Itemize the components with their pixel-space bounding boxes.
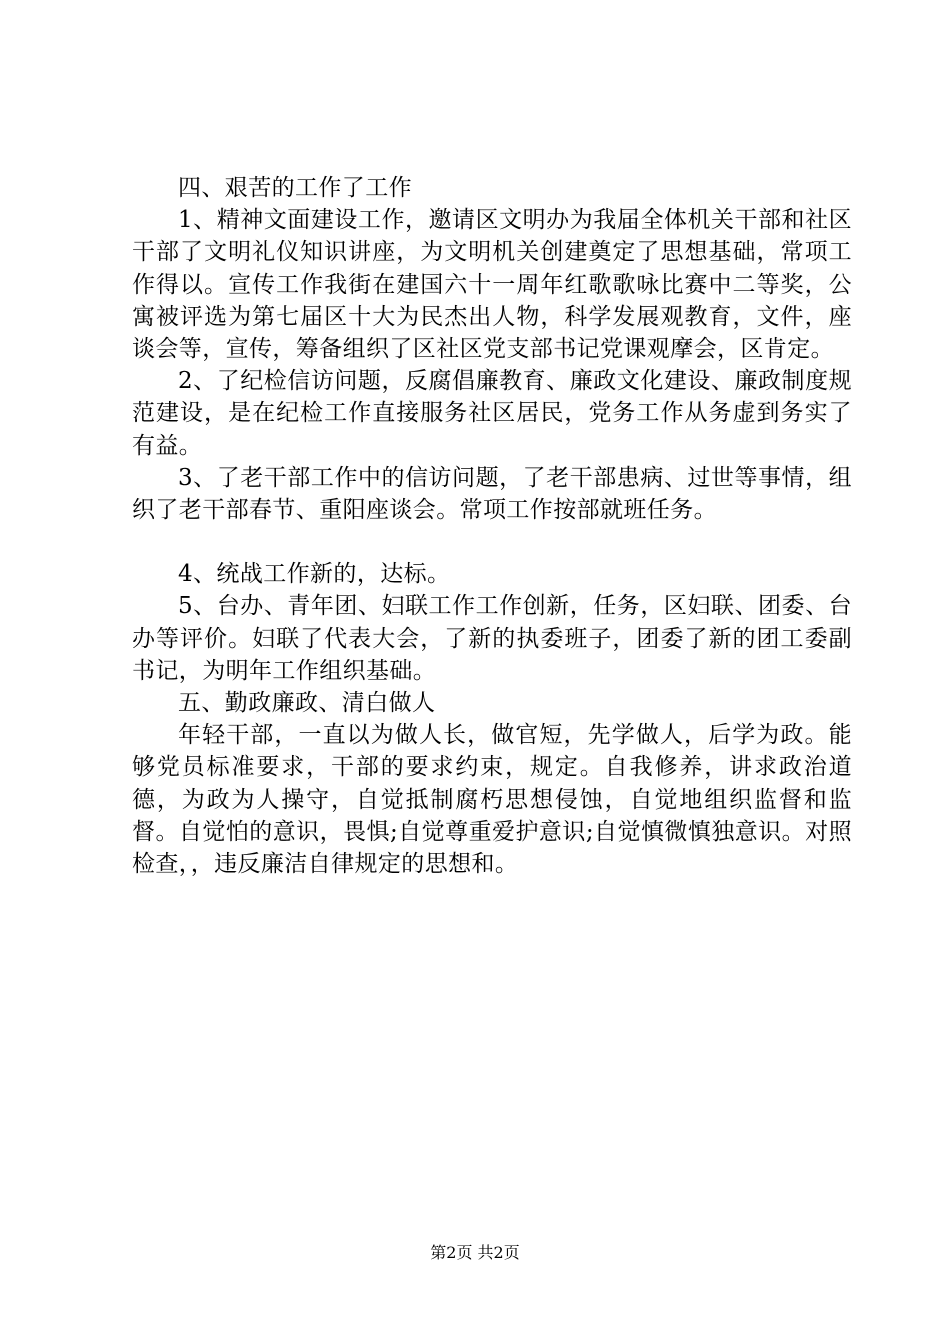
page-number-label: 第2页 共2页 [430,1243,520,1262]
paragraph-item-5: 5、台办、青年团、妇联工作工作创新，任务，区妇联、团委、台办等评价。妇联了代表大会，了新的执委班子，团委了新的团工委副书记，为明年工作组织基础。 [132,593,852,684]
section-heading-5: 五、勤政廉政、清白做人 [178,690,436,717]
page-footer [0,1243,950,1263]
paragraph-integrity: 年轻干部，一直以为做人长，做官短，先学做人，后学为政。能够党员标准要求，干部的要求约束，规定。自我修养，讲求政治道德，为政为人操守，自觉抵制腐朽思想侵蚀，自觉地组织监督和监督。自觉怕的意识，畏惧;自觉尊重爱护意识;自觉慎微慎独意识。对照检查，，违反廉洁自律规定的思想和。 [132,722,852,878]
document-body [132,172,852,880]
paragraph-item-1: 1、精神文面建设工作，邀请区文明办为我届全体机关干部和社区干部了文明礼仪知识讲座，为文明机关创建奠定了思想基础，常项工作得以。宣传工作我街在建国六十一周年红歌歌咏比赛中二等奖，公寓被评选为第七届区十大为民杰出人物，科学发展观教育，文件，座谈会等，宣传，筹备组织了区社区党支部书记党课观摩会，区肯定。 [132,207,852,363]
paragraph-item-4: 4、统战工作新的，达标。 [178,561,451,588]
paragraph-item-2: 2、了纪检信访问题，反腐倡廉教育、廉政文化建设、廉政制度规范建设，是在纪检工作直接服务社区居民，党务工作从务虚到务实了有益。 [132,368,852,459]
section-heading-4: 四、艰苦的工作了工作 [178,175,412,201]
paragraph-item-3: 3、了老干部工作中的信访问题，了老干部患病、过世等事情，组织了老干部春节、重阳座谈会。常项工作按部就班任务。 [132,464,852,524]
